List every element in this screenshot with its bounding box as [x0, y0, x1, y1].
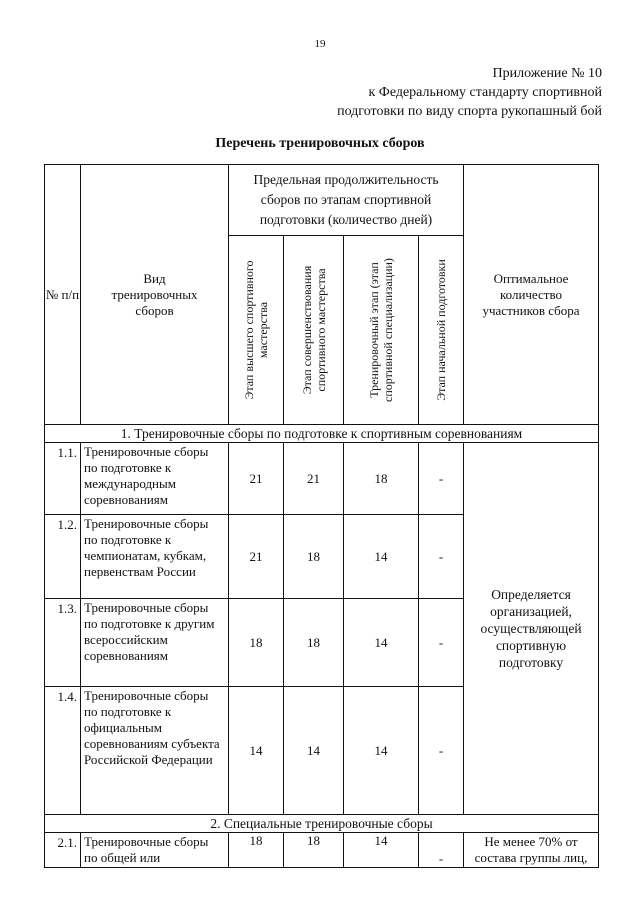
row-value-training: 14 [344, 833, 419, 868]
row-optimal: Не менее 70% от состава группы лиц, [464, 833, 599, 868]
row-value-improvement: 18 [284, 599, 344, 687]
row-value-improvement: 21 [284, 443, 344, 515]
header-stage-improvement: Этап совершенствования спортивного мастерства [284, 236, 344, 425]
section-1-optimal: Определяется организацией, осуществляющей спортивную подготовку [464, 443, 599, 815]
section-1-heading: 1. Тренировочные сборы по подготовке к спортивным соревнованиям [45, 425, 599, 443]
row-kind: Тренировочные сборы по подготовке к чемпионатам, кубкам, первенствам России [81, 515, 229, 599]
row-value-highest: 14 [229, 687, 284, 815]
row-value-highest: 18 [229, 833, 284, 868]
row-num: 1.2. [45, 515, 81, 599]
row-value-improvement: 18 [284, 515, 344, 599]
row-value-training: 14 [344, 599, 419, 687]
appendix-line-1: Приложение № 10 [492, 66, 602, 81]
row-kind: Тренировочные сборы по общей или [81, 833, 229, 868]
training-camps-table [44, 164, 599, 868]
document-title: Перечень тренировочных сборов [215, 136, 425, 151]
appendix-header [337, 64, 602, 121]
row-value-initial: - [419, 515, 464, 599]
row-kind: Тренировочные сборы по подготовке к международным соревнованиям [81, 443, 229, 515]
row-value-initial: - [419, 687, 464, 815]
appendix-line-3: подготовки по виду спорта рукопашный бой [337, 104, 602, 119]
row-value-highest: 18 [229, 599, 284, 687]
header-stage-highest: Этап высшего спортивного мастерства [229, 236, 284, 425]
page-number: 19 [314, 38, 326, 50]
header-duration-group: Предельная продолжительность сборов по этапам спортивной подготовки (количество дней) [229, 165, 464, 236]
section-2-heading: 2. Специальные тренировочные сборы [45, 815, 599, 833]
appendix-line-2: к Федеральному стандарту спортивной [368, 85, 602, 100]
row-value-initial: - [419, 599, 464, 687]
header-stage-training: Тренировочный этап (этап спортивной специализации) [344, 236, 419, 425]
header-kind: Вид тренировочных сборов [81, 165, 229, 425]
table-row [45, 833, 599, 868]
row-num: 2.1. [45, 833, 81, 868]
row-num: 1.3. [45, 599, 81, 687]
row-value-highest: 21 [229, 515, 284, 599]
row-value-training: 14 [344, 515, 419, 599]
header-num: № п/п [45, 165, 81, 425]
row-value-highest: 21 [229, 443, 284, 515]
row-value-improvement: 18 [284, 833, 344, 868]
header-optimal: Оптимальное количество участников сбора [464, 165, 599, 425]
row-kind: Тренировочные сборы по подготовке к другим всероссийским соревнованиям [81, 599, 229, 687]
row-num: 1.1. [45, 443, 81, 515]
header-stage-initial: Этап начальной подготовки [419, 236, 464, 425]
row-num: 1.4. [45, 687, 81, 815]
row-kind: Тренировочные сборы по подготовке к официальным соревнованиям субъекта Российской Федерации [81, 687, 229, 815]
row-value-initial: - [419, 443, 464, 515]
table-row [45, 443, 599, 515]
row-value-training: 14 [344, 687, 419, 815]
row-value-initial: - [419, 833, 464, 868]
row-value-improvement: 14 [284, 687, 344, 815]
row-value-training: 18 [344, 443, 419, 515]
